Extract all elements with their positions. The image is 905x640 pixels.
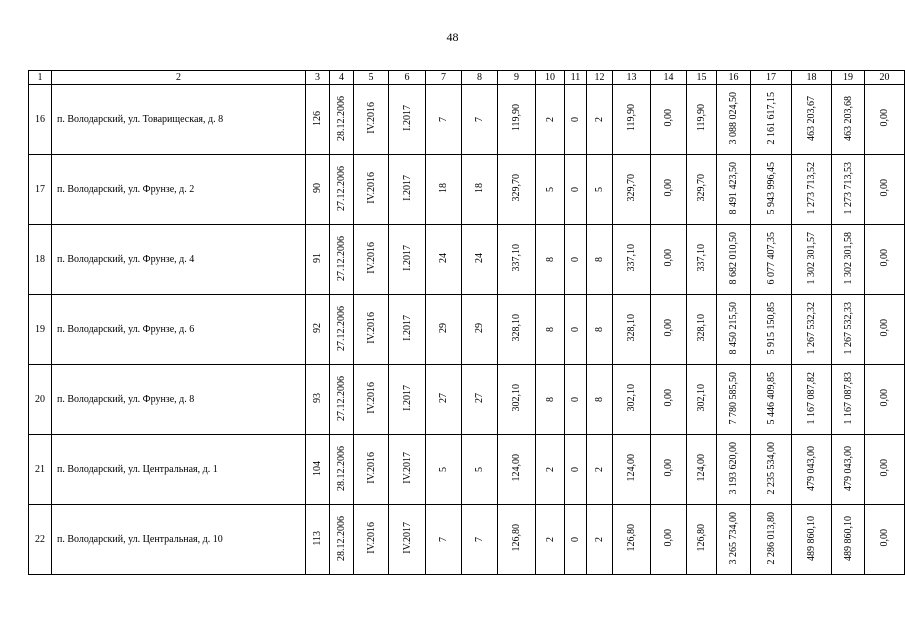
cell-value: 126,80	[511, 524, 522, 552]
table-cell	[832, 435, 865, 505]
cell-value: 90	[312, 183, 323, 193]
table-cell	[792, 505, 832, 575]
cell-value: 126,80	[696, 524, 707, 552]
cell-value: I.2017	[401, 315, 413, 341]
column-header: 15	[687, 71, 717, 85]
column-header: 11	[565, 71, 587, 85]
cell-value: I.2017	[401, 105, 413, 131]
table-cell	[565, 295, 587, 365]
table-cell	[792, 365, 832, 435]
cell-value: 119,90	[626, 104, 637, 132]
cell-value: 5	[594, 187, 605, 192]
cell-value: 27.12.2006	[336, 305, 347, 351]
table-cell	[613, 225, 651, 295]
cell-value: 0,00	[879, 529, 890, 547]
table-cell: п. Володарский, ул. Центральная, д. 1	[52, 435, 306, 505]
column-header: 3	[306, 71, 330, 85]
table-cell	[462, 155, 498, 225]
table-cell	[613, 365, 651, 435]
table-cell	[687, 505, 717, 575]
cell-value: 7	[474, 537, 485, 542]
cell-value: 8	[594, 327, 605, 332]
table-cell	[687, 85, 717, 155]
cell-value: 5	[438, 467, 449, 472]
table-cell	[330, 155, 354, 225]
cell-value: 7	[438, 117, 449, 122]
table-row	[29, 155, 905, 225]
cell-value: 302,10	[696, 384, 707, 412]
table-cell	[717, 295, 751, 365]
cell-value: 0,00	[879, 249, 890, 267]
cell-value: 27	[474, 393, 485, 403]
table-cell: 17	[29, 155, 52, 225]
cell-value: 2 235 534,00	[765, 441, 777, 495]
table-cell	[587, 155, 613, 225]
cell-value: 2 286 013,80	[765, 511, 777, 565]
table-cell	[717, 435, 751, 505]
table-cell	[426, 365, 462, 435]
cell-value: I.2017	[401, 175, 413, 201]
column-header: 4	[330, 71, 354, 85]
table-cell	[587, 295, 613, 365]
column-header: 13	[613, 71, 651, 85]
cell-value: 29	[438, 323, 449, 333]
table-row	[29, 435, 905, 505]
table-cell	[651, 505, 687, 575]
cell-value: IV.2016	[365, 522, 377, 554]
table-row	[29, 225, 905, 295]
cell-value: 113	[312, 530, 323, 546]
cell-value: 329,70	[511, 174, 522, 202]
table-cell	[651, 365, 687, 435]
table-cell	[865, 505, 905, 575]
table-cell	[498, 365, 536, 435]
cell-value: 3 193 620,00	[728, 441, 739, 495]
table-cell	[498, 225, 536, 295]
table-cell	[717, 85, 751, 155]
table-cell	[687, 295, 717, 365]
cell-value: 0,00	[879, 459, 890, 477]
table-row	[29, 85, 905, 155]
cell-value: IV.2017	[401, 452, 413, 484]
table-cell	[865, 435, 905, 505]
cell-value: 1 167 087,82	[806, 371, 817, 425]
cell-value: 337,10	[511, 244, 522, 272]
column-header: 6	[389, 71, 426, 85]
cell-value: 8	[594, 397, 605, 402]
table-cell	[498, 505, 536, 575]
cell-value: 337,10	[626, 244, 637, 272]
table-cell	[389, 155, 426, 225]
cell-value: 7	[438, 537, 449, 542]
column-header: 17	[751, 71, 792, 85]
cell-value: 2	[594, 537, 605, 542]
table-cell	[536, 225, 565, 295]
cell-value: IV.2016	[365, 312, 377, 344]
table-cell	[354, 85, 389, 155]
cell-value: 0	[570, 187, 581, 192]
table-cell: п. Володарский, ул. Фрунзе, д. 2	[52, 155, 306, 225]
cell-value: 1 273 713,52	[806, 161, 817, 215]
table-cell	[751, 505, 792, 575]
cell-value: 0	[570, 117, 581, 122]
table-cell	[717, 225, 751, 295]
cell-value: 328,10	[696, 314, 707, 342]
table-cell	[651, 435, 687, 505]
table-cell	[832, 295, 865, 365]
cell-value: 91	[312, 253, 323, 263]
cell-value: IV.2016	[365, 382, 377, 414]
cell-value: IV.2016	[365, 102, 377, 134]
table-cell	[536, 155, 565, 225]
table-cell: 22	[29, 505, 52, 575]
table-cell	[426, 505, 462, 575]
table-cell	[389, 365, 426, 435]
cell-value: 489 860,10	[842, 515, 854, 561]
cell-value: 8 450 215,50	[728, 301, 739, 355]
cell-value: 8 682 010,50	[728, 231, 739, 285]
column-header: 12	[587, 71, 613, 85]
column-header: 1	[29, 71, 52, 85]
table-cell	[306, 365, 330, 435]
cell-value: 0,00	[663, 389, 674, 407]
cell-value: 302,10	[511, 384, 522, 412]
table-cell	[565, 365, 587, 435]
table-cell	[751, 85, 792, 155]
table-cell	[587, 85, 613, 155]
table-cell	[462, 225, 498, 295]
table-row	[29, 505, 905, 575]
cell-value: 1 302 301,58	[842, 231, 854, 285]
table-cell	[389, 505, 426, 575]
table-cell: 21	[29, 435, 52, 505]
table-cell	[832, 365, 865, 435]
table-cell	[587, 225, 613, 295]
cell-value: 3 088 024,50	[728, 91, 739, 145]
table-cell: 18	[29, 225, 52, 295]
column-header: 8	[462, 71, 498, 85]
cell-value: 2	[544, 537, 556, 542]
cell-value: 329,70	[626, 174, 637, 202]
table-cell	[306, 505, 330, 575]
table-cell	[426, 155, 462, 225]
table-cell	[832, 225, 865, 295]
cell-value: 5 446 409,85	[765, 371, 777, 425]
column-header: 7	[426, 71, 462, 85]
table-cell	[587, 365, 613, 435]
table-cell	[751, 435, 792, 505]
table-cell	[687, 435, 717, 505]
table-cell	[751, 365, 792, 435]
table-cell	[426, 435, 462, 505]
column-header: 20	[865, 71, 905, 85]
cell-value: 24	[474, 253, 485, 263]
table-cell	[751, 295, 792, 365]
table-cell	[717, 505, 751, 575]
table-cell	[565, 435, 587, 505]
table-cell	[613, 505, 651, 575]
cell-value: 2	[594, 117, 605, 122]
cell-value: 8	[544, 257, 556, 262]
table-cell	[651, 295, 687, 365]
cell-value: 1 273 713,53	[842, 161, 854, 215]
column-header: 18	[792, 71, 832, 85]
cell-value: 337,10	[696, 244, 707, 272]
cell-value: 0	[570, 327, 581, 332]
table-cell	[306, 85, 330, 155]
cell-value: 5 915 150,85	[765, 301, 777, 355]
cell-value: 27	[438, 393, 449, 403]
table-cell	[462, 365, 498, 435]
table-cell: 16	[29, 85, 52, 155]
table-cell: п. Володарский, ул. Центральная, д. 10	[52, 505, 306, 575]
table-cell	[462, 85, 498, 155]
table-cell	[306, 155, 330, 225]
table-cell	[687, 225, 717, 295]
column-header: 19	[832, 71, 865, 85]
table-cell	[354, 225, 389, 295]
table-cell	[613, 295, 651, 365]
cell-value: 119,90	[696, 104, 707, 132]
cell-value: IV.2016	[365, 452, 377, 484]
table-cell	[389, 435, 426, 505]
cell-value: 92	[312, 323, 323, 333]
cell-value: 2	[594, 467, 605, 472]
table-cell	[751, 225, 792, 295]
cell-value: 463 203,67	[806, 95, 817, 141]
page-number: 48	[446, 30, 459, 44]
cell-value: 0,00	[663, 179, 674, 197]
table-cell	[498, 295, 536, 365]
table-cell	[751, 155, 792, 225]
column-header: 14	[651, 71, 687, 85]
cell-value: 126	[312, 110, 323, 126]
cell-value: 0,00	[663, 529, 674, 547]
table-cell	[792, 295, 832, 365]
table-cell	[687, 365, 717, 435]
column-header: 9	[498, 71, 536, 85]
table-cell: п. Володарский, ул. Товарищеская, д. 8	[52, 85, 306, 155]
cell-value: 8	[544, 397, 556, 402]
cell-value: 124,00	[626, 454, 637, 482]
cell-value: 302,10	[626, 384, 637, 412]
cell-value: 24	[438, 253, 449, 263]
cell-value: 1 267 532,33	[842, 301, 854, 355]
table-cell	[832, 505, 865, 575]
cell-value: 0,00	[879, 319, 890, 337]
table-cell	[306, 435, 330, 505]
table-cell: 19	[29, 295, 52, 365]
cell-value: 119,90	[511, 104, 522, 132]
table-cell	[587, 505, 613, 575]
table-cell	[832, 155, 865, 225]
table-cell	[536, 435, 565, 505]
cell-value: 0,00	[879, 179, 890, 197]
cell-value: 489 860,10	[806, 515, 817, 561]
column-header: 5	[354, 71, 389, 85]
cell-value: 27.12.2006	[336, 375, 347, 421]
table-cell	[330, 85, 354, 155]
cell-value: 463 203,68	[842, 95, 854, 141]
cell-value: 0	[570, 397, 581, 402]
cell-value: 2 161 617,15	[765, 91, 777, 145]
table-cell	[687, 155, 717, 225]
table-cell: 20	[29, 365, 52, 435]
table-cell	[330, 435, 354, 505]
column-header: 16	[717, 71, 751, 85]
table-cell	[536, 85, 565, 155]
table-row	[29, 295, 905, 365]
cell-value: 124,00	[511, 454, 522, 482]
table-cell	[865, 365, 905, 435]
table-cell	[306, 295, 330, 365]
cell-value: I.2017	[401, 245, 413, 271]
table-cell	[354, 365, 389, 435]
cell-value: 0	[570, 537, 581, 542]
table-cell	[613, 155, 651, 225]
cell-value: 1 167 087,83	[842, 371, 854, 425]
table-cell	[462, 435, 498, 505]
table-cell	[498, 85, 536, 155]
table-cell	[792, 155, 832, 225]
cell-value: 0,00	[879, 109, 890, 127]
cell-value: 1 267 532,32	[806, 301, 817, 355]
cell-value: 3 265 734,00	[728, 511, 739, 565]
cell-value: 8 491 423,50	[728, 161, 739, 215]
cell-value: 328,10	[626, 314, 637, 342]
table-cell	[587, 435, 613, 505]
table-cell	[717, 365, 751, 435]
table-cell	[354, 505, 389, 575]
table-cell	[536, 365, 565, 435]
table-cell	[613, 435, 651, 505]
cell-value: 8	[594, 257, 605, 262]
cell-value: 0,00	[663, 249, 674, 267]
cell-value: 2	[544, 467, 556, 472]
cell-value: 126,80	[626, 524, 637, 552]
cell-value: IV.2016	[365, 172, 377, 204]
table-cell	[865, 155, 905, 225]
cell-value: 7 780 585,50	[728, 371, 739, 425]
cell-value: 104	[312, 460, 323, 476]
cell-value: 124,00	[696, 454, 707, 482]
table-cell	[389, 295, 426, 365]
cell-value: 479 043,00	[842, 445, 854, 491]
table-cell	[330, 225, 354, 295]
table-cell	[536, 295, 565, 365]
cell-value: 6 077 407,35	[765, 231, 777, 285]
table-cell	[426, 225, 462, 295]
cell-value: 18	[474, 183, 485, 193]
cell-value: 0	[570, 467, 581, 472]
table-cell	[498, 155, 536, 225]
table-cell	[389, 85, 426, 155]
table-cell	[565, 225, 587, 295]
cell-value: IV.2016	[365, 242, 377, 274]
cell-value: 28.12.2006	[336, 95, 347, 141]
column-header: 10	[536, 71, 565, 85]
table-cell	[792, 435, 832, 505]
table-cell	[426, 295, 462, 365]
cell-value: 29	[474, 323, 485, 333]
table-cell	[354, 435, 389, 505]
table-cell	[792, 85, 832, 155]
cell-value: 5	[544, 187, 556, 192]
table-cell: п. Володарский, ул. Фрунзе, д. 8	[52, 365, 306, 435]
cell-value: 5 943 996,45	[765, 161, 777, 215]
table-body	[29, 85, 905, 575]
column-header: 2	[52, 71, 306, 85]
table-cell	[462, 505, 498, 575]
cell-value: 28.12.2006	[336, 445, 347, 491]
table-row	[29, 365, 905, 435]
table-header-row	[29, 71, 905, 85]
data-table	[28, 70, 905, 575]
cell-value: 479 043,00	[806, 445, 817, 491]
table-cell	[306, 225, 330, 295]
table-cell	[613, 85, 651, 155]
table-cell	[651, 225, 687, 295]
cell-value: 0,00	[879, 389, 890, 407]
cell-value: 0,00	[663, 459, 674, 477]
table-cell	[832, 85, 865, 155]
cell-value: 0	[570, 257, 581, 262]
table-cell	[565, 85, 587, 155]
table-cell	[330, 295, 354, 365]
cell-value: 27.12.2006	[336, 165, 347, 211]
table-cell	[565, 505, 587, 575]
table-cell: п. Володарский, ул. Фрунзе, д. 4	[52, 225, 306, 295]
table-cell	[330, 505, 354, 575]
cell-value: 28.12.2006	[336, 515, 347, 561]
table-cell	[354, 155, 389, 225]
table-cell	[426, 85, 462, 155]
table-cell	[651, 85, 687, 155]
cell-value: 27.12.2006	[336, 235, 347, 281]
cell-value: 18	[438, 183, 449, 193]
cell-value: 8	[544, 327, 556, 332]
table-cell	[330, 365, 354, 435]
table-cell	[865, 225, 905, 295]
cell-value: 2	[544, 117, 556, 122]
table-cell	[389, 225, 426, 295]
table-cell	[536, 505, 565, 575]
table-cell	[792, 225, 832, 295]
table-cell	[865, 85, 905, 155]
table-cell	[865, 295, 905, 365]
cell-value: IV.2017	[401, 522, 413, 554]
cell-value: 0,00	[663, 109, 674, 127]
cell-value: 328,10	[511, 314, 522, 342]
table-cell	[354, 295, 389, 365]
table-cell	[498, 435, 536, 505]
table-cell	[717, 155, 751, 225]
cell-value: 5	[474, 467, 485, 472]
table-cell: п. Володарский, ул. Фрунзе, д. 6	[52, 295, 306, 365]
cell-value: 93	[312, 393, 323, 403]
cell-value: I.2017	[401, 385, 413, 411]
table-cell	[651, 155, 687, 225]
table-cell	[462, 295, 498, 365]
cell-value: 1 302 301,57	[806, 231, 817, 285]
cell-value: 0,00	[663, 319, 674, 337]
cell-value: 329,70	[696, 174, 707, 202]
table-cell	[565, 155, 587, 225]
cell-value: 7	[474, 117, 485, 122]
